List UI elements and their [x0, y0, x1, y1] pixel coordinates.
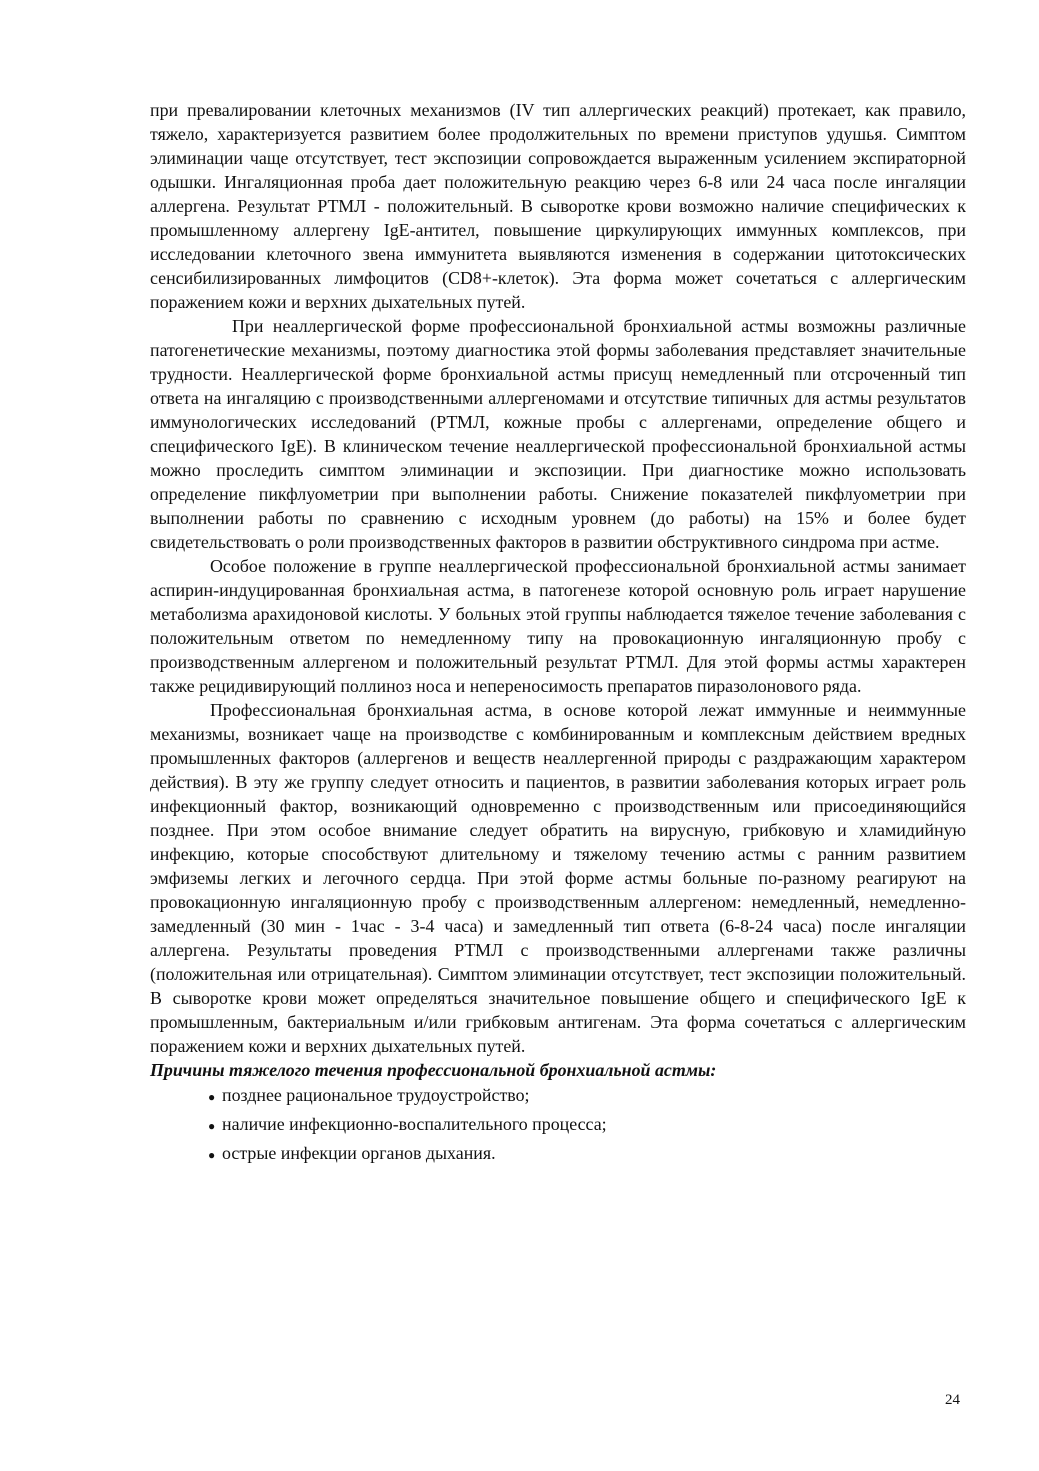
causes-list: [150, 1082, 966, 1169]
paragraph-nonallergic-form: При неаллергической форме профессиональной бронхиальной астмы возможны различные патогенетические механизмы, поэтому диагностика этой формы заболевания представляет значительные трудности. Неаллергической форме бронхиальной астмы присущ немедленный пли отсроченный тип ответа на ингаляцию с производственными аллергеномами и отсутствие типичных для астмы результатов иммунологических исследований (РТМЛ, кожные пробы с аллергенами, определение общего и специфического IgE). В клиническом течение неаллергической профессиональной бронхиальной астмы можно проследить симптом элиминации и экспозиции. При диагностике можно использовать определение пикфлуометрии при выполнении работы. Снижение показателей пикфлуометрии при выполнении работы по сравнению с исходным уровнем (до работы) на 15% и более будет свидетельствовать о роли производственных факторов в развитии обструктивного синдрома при астме.: [150, 316, 966, 552]
list-item-text: острые инфекции органов дыхания.: [222, 1143, 496, 1163]
list-item-text: позднее рациональное трудоустройство;: [222, 1085, 530, 1105]
paragraph-aspirin-induced: Особое положение в группе неаллергической профессиональной бронхиальной астмы занимает аспирин-индуцированная бронхиальная астма, в патогенезе которой основную роль играет нарушение метаболизма арахидоновой кислоты. У больных этой группы наблюдается тяжелое течение заболевания с положительным ответом по немедленному типу на провокационную ингаляционную пробу с производственным аллергеном и положительный результат РТМЛ. Для этой формы астмы характерен также рецидивирующий поллиноз носа и непереносимость препаратов пиразолонового ряда.: [150, 556, 966, 696]
list-item: [208, 1082, 966, 1111]
list-item-text: наличие инфекционно-воспалительного процесса;: [222, 1114, 607, 1134]
bullet-icon: ●: [208, 1148, 216, 1162]
bullet-icon: ●: [208, 1090, 216, 1104]
causes-heading: Причины тяжелого течения профессиональной бронхиальной астмы:: [150, 1060, 717, 1080]
bullet-icon: ●: [208, 1119, 216, 1133]
paragraph-mixed-mechanisms: Профессиональная бронхиальная астма, в основе которой лежат иммунные и неиммунные механизмы, возникает чаще на производстве с комбинированным и комплексным действием вредных промышленных факторов (аллергенов и веществ неаллергенной природы с раздражающим характером действия). В эту же группу следует относить и пациентов, в развитии заболевания которых играет роль инфекционный фактор, возникающий одновременно с производственным или присоединяющийся позднее. При этом особое внимание следует обратить на вирусную, грибковую и хламидийную инфекцию, которые способствуют длительному и тяжелому течению астмы с ранним развитием эмфиземы легких и легочного сердца. При этой форме астмы больные по-разному реагируют на провокационную ингаляционную пробу с производственным аллергеном: немедленный, немедленно-замедленный (30 мин - 1час - 3-4 часа) и замедленный тип ответа (6-8-24 часа) после ингаляции аллергена. Результаты проведения РТМЛ с производственными аллергенами также различны (положительная или отрицательная). Симптом элиминации отсутствует, тест экспозиции положительный. В сыворотке крови может определяться значительное повышение общего и специфического IgE к промышленным, бактериальным и/или грибковым антигенам. Эта форма сочетаться с аллергическим поражением кожи и верхних дыхательных путей.: [150, 700, 966, 1056]
page-number: 24: [945, 1392, 960, 1408]
list-item: [208, 1111, 966, 1140]
page-body: [150, 98, 966, 1169]
list-item: [208, 1140, 966, 1169]
paragraph-cellular-mechanisms: при превалировании клеточных механизмов (IV тип аллергических реакций) протекает, как правило, тяжело, характеризуется развитием более продолжительных по времени приступов удушья. Симптом элиминации чаще отсутствует, тест экспозиции сопровождается выраженным усилением экспираторной одышки. Ингаляционная проба дает положительную реакцию через 6-8 или 24 часа после ингаляции аллергена. Результат РТМЛ - положительный. В сыворотке крови возможно наличие специфических к промышленному аллергену IgE-антител, повышение циркулирующих иммунных комплексов, при исследовании клеточного звена иммунитета выявляются изменения в содержании цитотоксических сенсибилизированных лимфоцитов (CD8+-клеток). Эта форма может сочетаться с аллергическим поражением кожи и верхних дыхательных путей.: [150, 100, 966, 312]
